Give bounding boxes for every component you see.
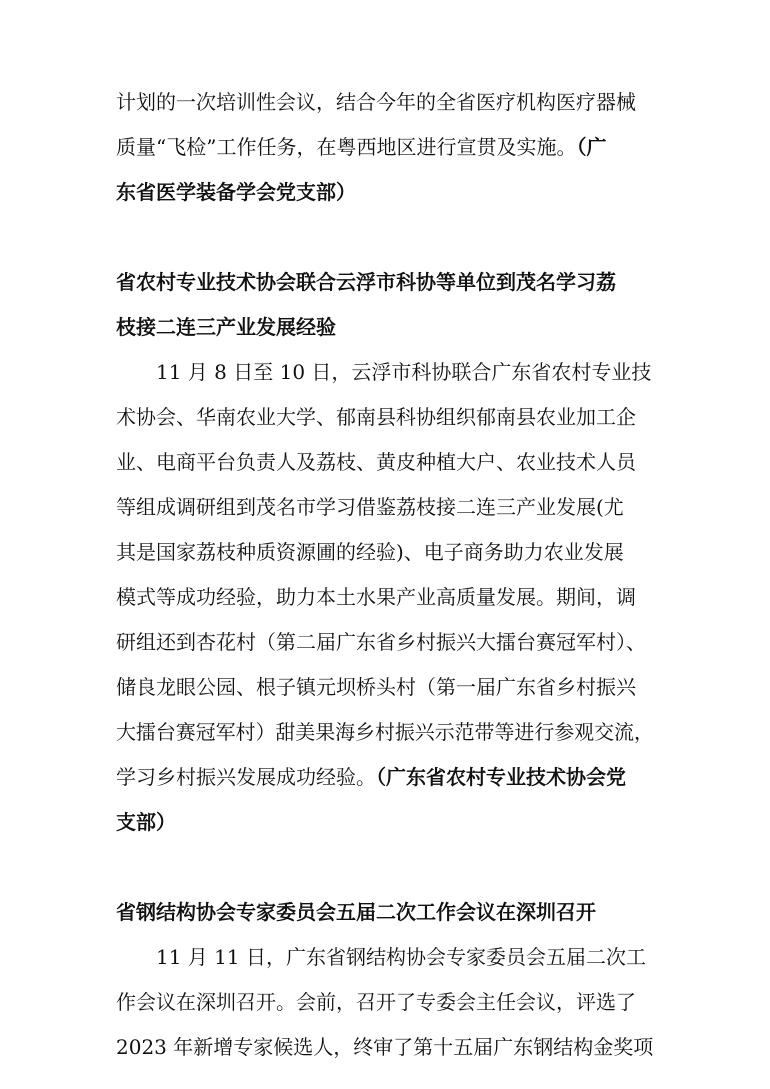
source-attribution: 支部）: [116, 810, 176, 834]
article-title: 枝接二连三产业发展经验: [116, 315, 336, 339]
section-1-paragraph: [116, 80, 654, 215]
paragraph-line: 其是国家荔枝种质资源圃的经验)、电子商务助力农业发展: [116, 540, 624, 564]
paragraph-line: 研组还到杏花村（第二届广东省乡村振兴大擂台赛冠军村）、: [116, 630, 646, 654]
paragraph-text: 质量“飞检”工作任务，在粤西地区进行宣贯及实施。: [116, 135, 577, 159]
paragraph-line: 模式等成功经验，助力本土水果产业高质量发展。期间，调: [116, 585, 636, 609]
article-title: 省农村专业技术协会联合云浮市科协等单位到茂名学习荔: [116, 270, 616, 294]
source-attribution: （广东省农村专业技术协会党: [376, 765, 626, 789]
source-attribution: 东省医学装备学会党支部）: [116, 180, 356, 204]
paragraph-line: 等组成调研组到茂名市学习借鉴荔枝接二连三产业发展(尤: [116, 495, 624, 519]
paragraph-line: 2023 年新增专家候选人，终审了第十五届广东钢结构金奖项: [116, 1035, 654, 1059]
source-attribution: （广: [576, 135, 607, 159]
paragraph-line: 术协会、华南农业大学、郁南县科协组织郁南县农业加工企: [116, 405, 636, 429]
paragraph-line: 计划的一次培训性会议，结合今年的全省医疗机构医疗器械: [116, 90, 636, 114]
paragraph-line: 储良龙眼公园、根子镇元坝桥头村（第一届广东省乡村振兴: [116, 675, 636, 699]
paragraph-line: 作会议在深圳召开。会前，召开了专委会主任会议，评选了: [116, 990, 636, 1014]
spacer: [116, 845, 654, 890]
section-2-article: [116, 260, 654, 845]
article-title: 省钢结构协会专家委员会五届二次工作会议在深圳召开: [116, 900, 596, 924]
spacer: [116, 215, 654, 260]
paragraph-line: [116, 755, 654, 800]
paragraph-text: 学习乡村振兴发展成功经验。: [116, 765, 376, 789]
paragraph-line: 11 月 11 日，广东省钢结构协会专家委员会五届二次工: [156, 945, 646, 969]
paragraph-line: 11 月 8 日至 10 日，云浮市科协联合广东省农村专业技: [156, 360, 652, 384]
paragraph-line: 业、电商平台负责人及荔枝、黄皮种植大户、农业技术人员: [116, 450, 636, 474]
paragraph-line: [116, 125, 654, 170]
section-3-article: [116, 890, 654, 1070]
paragraph-line: 大擂台赛冠军村）甜美果海乡村振兴示范带等进行参观交流，: [116, 720, 654, 744]
